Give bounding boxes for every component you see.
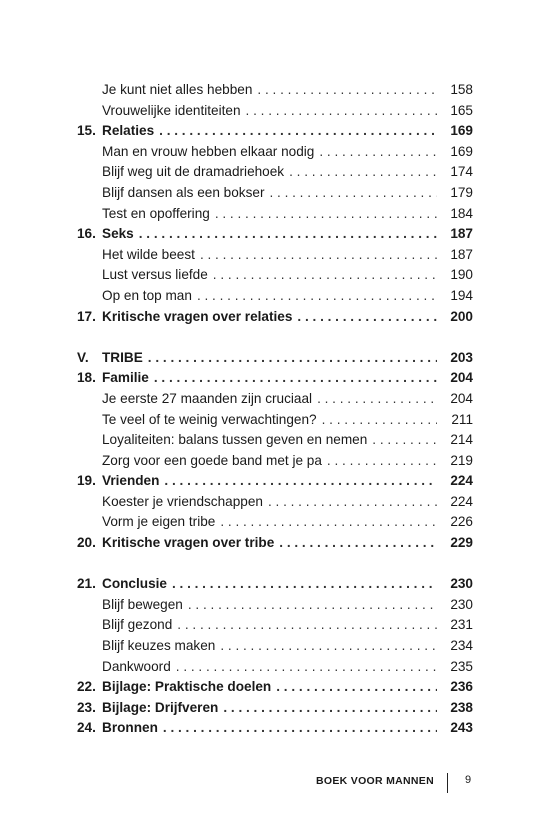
toc-entry-number: 18. [77,370,96,386]
toc-subsection-entry [77,430,473,451]
toc-entry-title: Bijlage: Praktische doelen [102,679,272,695]
section-gap [77,327,473,348]
toc-entry-page: 187 [450,226,473,242]
toc-dot-leader [148,348,437,369]
toc-entry-page: 204 [450,390,473,406]
toc-dot-leader [246,101,437,122]
toc-dot-leader [197,286,437,307]
toc-entry-title: Je kunt niet alles hebben [102,82,253,97]
toc-dot-leader [223,698,437,719]
toc-entry-page: 214 [450,432,473,448]
toc-entry-title: Koester je vriendschappen [102,493,263,509]
toc-dot-leader [220,512,437,533]
toc-chapter-entry [77,533,473,554]
toc-dot-leader [200,245,437,266]
toc-subsection-entry [77,286,473,307]
toc-entry-title: Vrouwelijke identiteiten [102,102,241,118]
toc-entry-number: V. [77,349,89,365]
toc-chapter-entry [77,307,473,328]
toc-dot-leader [372,430,437,451]
toc-dot-leader [327,451,437,472]
toc-dot-leader [176,657,437,678]
toc-subsection-entry [77,265,473,286]
toc-entry-page: 219 [450,452,473,468]
toc-subsection-entry [77,512,473,533]
toc-dot-leader [317,389,437,410]
toc-subsection-entry [77,183,473,204]
toc-subsection-entry [77,142,473,163]
toc-entry-number: 22. [77,679,96,695]
toc-entry-title: Blijf bewegen [102,596,183,612]
toc-entry-title: Vrienden [102,473,160,489]
toc-entry-page: 190 [450,267,473,283]
toc-dot-leader [220,636,437,657]
toc-dot-leader [163,718,437,739]
toc-chapter-entry [77,368,473,389]
toc-subsection-entry [77,410,473,431]
toc-entry-page: 158 [450,82,473,97]
toc-dot-leader [268,492,437,513]
toc-entry-title: Man en vrouw hebben elkaar nodig [102,143,315,159]
toc-entry-title: Vorm je eigen tribe [102,514,216,530]
toc-entry-number: 21. [77,576,96,592]
footer-divider [447,773,448,793]
toc-dot-leader [188,595,437,616]
toc-entry-title: Conclusie [102,576,167,592]
toc-dot-leader [139,224,437,245]
toc-entry-page: 204 [450,370,473,386]
toc-entry-page: 194 [450,287,473,303]
toc-dot-leader [154,368,437,389]
toc-entry-page: 200 [450,308,473,324]
toc-entry-title: Blijf dansen als een bokser [102,184,265,200]
toc-subsection-entry [77,101,473,122]
toc-chapter-entry [77,348,473,369]
toc-entry-page: 224 [450,493,473,509]
toc-entry-page: 236 [450,679,473,695]
toc-entry-page: 169 [450,123,473,139]
toc-entry-page: 226 [450,514,473,530]
toc-chapter-entry [77,698,473,719]
toc-subsection-entry [77,636,473,657]
toc-dot-leader [279,533,437,554]
toc-dot-leader [215,204,437,225]
toc-dot-leader [159,121,437,142]
toc-entry-number: 15. [77,123,96,139]
toc-dot-leader [269,183,437,204]
toc-dot-leader [276,677,437,698]
toc-entry-title: Familie [102,370,149,386]
toc-entry-page: 230 [450,596,473,612]
toc-entry-title: Lust versus liefde [102,267,208,283]
toc-entry-page: 234 [450,638,473,654]
toc-entry-number: 24. [77,720,96,736]
toc-dot-leader [319,142,437,163]
toc-chapter-entry [77,471,473,492]
toc-entry-title: Te veel of te weinig verwachtingen? [102,411,317,427]
toc-entry-page: 238 [450,699,473,715]
toc-entry-page: 231 [450,617,473,633]
toc-subsection-entry [77,615,473,636]
toc-entry-page: 230 [450,576,473,592]
toc-chapter-entry [77,677,473,698]
toc-entry-page: 224 [450,473,473,489]
toc-entry-page: 203 [450,349,473,365]
toc-subsection-entry [77,245,473,266]
toc-dot-leader [297,307,437,328]
toc-subsection-entry [77,657,473,678]
toc-entry-title: TRIBE [102,349,143,365]
toc-entry-number: 20. [77,535,96,551]
toc-dot-leader [289,162,437,183]
toc-entry-page: 243 [450,720,473,736]
toc-entry-title: Seks [102,226,134,242]
toc-entry-title: Blijf gezond [102,617,173,633]
toc-entry-title: Het wilde beest [102,246,195,262]
toc-entry-title: Loyaliteiten: balans tussen geven en nemen [102,432,368,448]
toc-entry-title: Blijf keuzes maken [102,638,216,654]
toc-chapter-entry [77,224,473,245]
toc-entry-title: Dankwoord [102,658,171,674]
toc-entry-page: 235 [450,658,473,674]
toc-dot-leader [213,265,437,286]
toc-entry-page: 169 [450,143,473,159]
section-gap [77,554,473,575]
toc-entry-title: Je eerste 27 maanden zijn cruciaal [102,390,313,406]
toc-entry-number: 17. [77,308,96,324]
toc-chapter-entry [77,121,473,142]
toc-subsection-entry [77,389,473,410]
toc-chapter-entry [77,718,473,739]
toc-entry-number: 23. [77,699,96,715]
page-footer [0,771,550,795]
toc-entry-page: 211 [451,411,473,427]
toc-dot-leader [322,410,437,431]
toc-entry-title: Kritische vragen over relaties [102,308,293,324]
toc-subsection-entry [77,162,473,183]
toc-subsection-entry [77,595,473,616]
toc-entry-page: 165 [450,102,473,118]
toc-entry-title: Kritische vragen over tribe [102,535,275,551]
toc-entry-page: 184 [450,205,473,221]
toc-dot-leader [177,615,437,636]
toc-entry-title: Zorg voor een goede band met je pa [102,452,322,468]
table-of-contents [77,80,473,739]
toc-entry-number: 16. [77,226,96,242]
toc-entry-page: 229 [450,535,473,551]
toc-entry-title: Test en opoffering [102,205,210,221]
toc-dot-leader [257,80,437,101]
toc-entry-page: 179 [450,184,473,200]
toc-entry-title: Op en top man [102,287,192,303]
toc-entry-number: 19. [77,473,96,489]
toc-entry-title: Relaties [102,123,155,139]
toc-entry-title: Bronnen [102,720,158,736]
toc-dot-leader [172,574,437,595]
toc-entry-title: Blijf weg uit de dramadriehoek [102,164,285,180]
toc-entry-page: 187 [450,246,473,262]
toc-subsection-entry [77,80,473,101]
toc-entry-title: Bijlage: Drijfveren [102,699,219,715]
page-number: 9 [465,774,472,786]
toc-subsection-entry [77,451,473,472]
toc-dot-leader [164,471,437,492]
running-title: BOEK VOOR MANNEN [316,775,434,787]
toc-chapter-entry [77,574,473,595]
toc-subsection-entry [77,204,473,225]
toc-subsection-entry [77,492,473,513]
toc-entry-page: 174 [450,164,473,180]
